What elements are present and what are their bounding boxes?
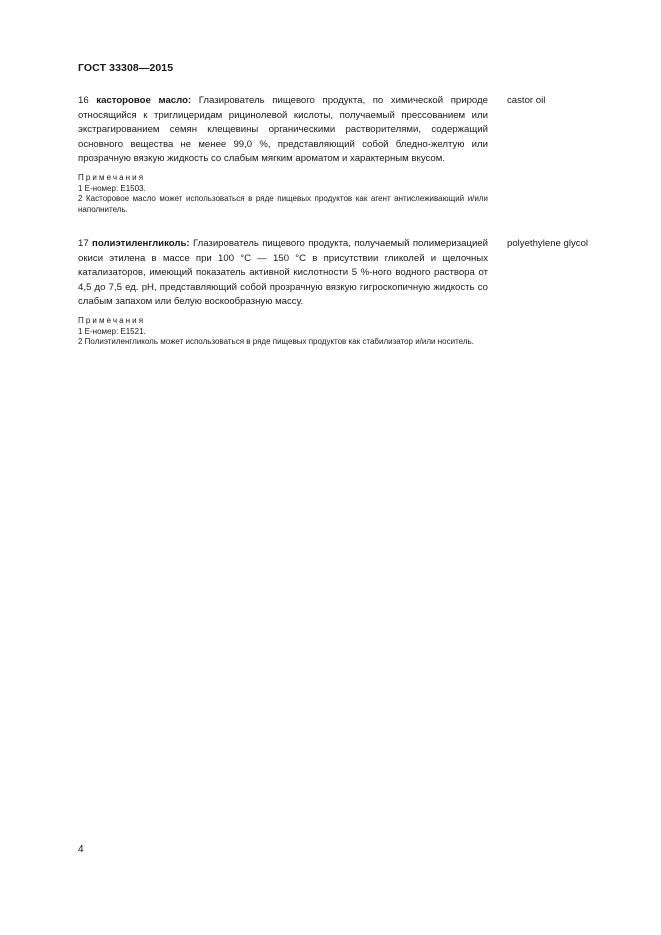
notes-title: Примечания: [78, 315, 146, 325]
note-line: 1 Е-номер: Е1503.: [78, 183, 146, 193]
term-definition: Глазирователь пищевого продукта, по химической природе относящийся к триглицеридам рицинолевой кислоты, получаемый прессованием или экстрагированием семян клещевины органическими растворителями, содержащий основного вещества не менее 99,0 %, представляющий собой бледно-желтую или прозрачную вязкую жидкость со слабым мягким ароматом и характерным вкусом.: [78, 95, 488, 165]
term-number: 17: [78, 238, 89, 249]
term-equivalent-16: castor oil: [507, 95, 546, 106]
notes-block: [78, 173, 488, 215]
term-definition: Глазирователь пищевого продукта, получаемый полимеризацией окиси этилена в массе при 100 °С — 150 °С в присутствии гликолей и щелочных катализаторов, имеющий показатель активной кислотности 5 %-ного водного раствора от 4,5 до 7,5 ед. рН, представляющий собой прозрачную вязкую гигроскопичную жидкость со слабым запахом или белую воскообразную массу.: [78, 238, 488, 308]
term-name: касторовое масло:: [96, 95, 192, 106]
note-line: 2 Полиэтиленгликоль может использоваться в ряде пищевых продуктов как стабилизатор и/или носитель.: [78, 337, 474, 347]
notes-block: [78, 316, 488, 348]
term-entry-16: [78, 94, 488, 215]
document-header: ГОСТ 33308—2015: [78, 62, 174, 74]
term-equivalent-17: polyethylene glycol: [507, 238, 589, 249]
term-name: полиэтиленгликоль:: [92, 238, 190, 249]
term-definition-block: [78, 94, 488, 167]
notes-title: Примечания: [78, 172, 146, 182]
page-number: 4: [78, 844, 84, 855]
note-line: 2 Касторовое масло может использоваться в ряде пищевых продуктов как агент антислеживающий и/или наполнитель.: [78, 194, 488, 214]
term-definition-block: [78, 237, 488, 310]
note-line: 1 Е-номер: Е1521.: [78, 326, 146, 336]
term-entry-17: [78, 237, 488, 348]
term-number: 16: [78, 95, 89, 106]
